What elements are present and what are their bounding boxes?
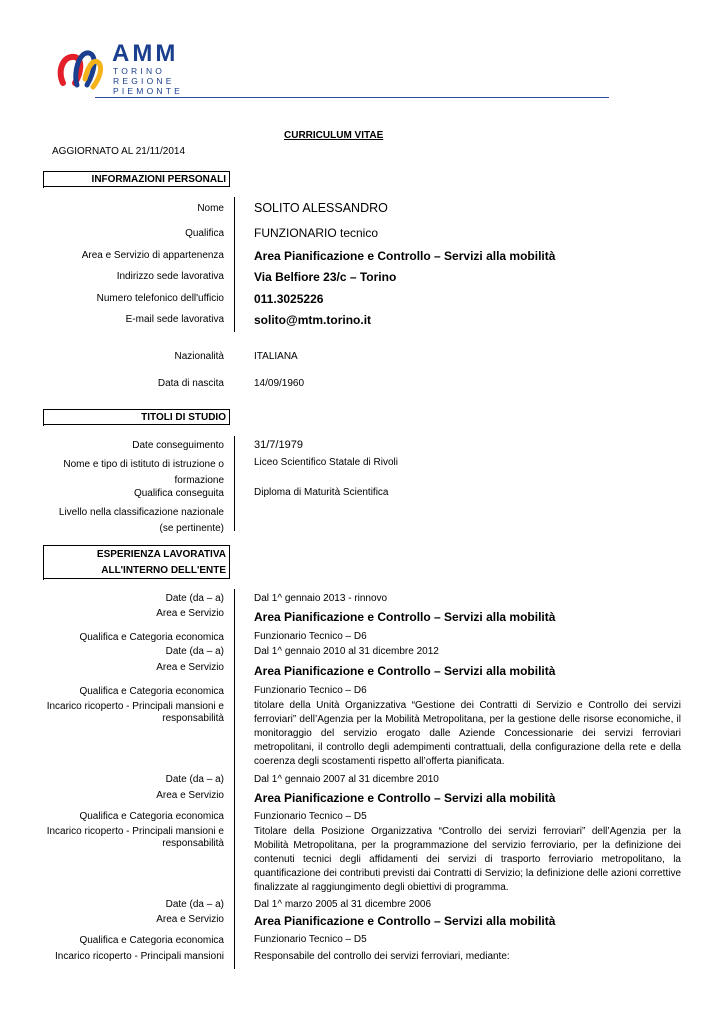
phone-value: 011.3025226 — [254, 292, 324, 306]
birthdate-value: 14/09/1960 — [254, 378, 305, 389]
qualifica-value: FUNZIONARIO tecnico — [254, 226, 379, 240]
divider-line — [234, 197, 235, 332]
study-level-label: Livello nella classificazione nazionale (se pertinente) — [58, 507, 224, 534]
exp4-cat-value: Funzionario Tecnico – D5 — [254, 934, 367, 945]
email-label: E-mail sede lavorativa — [125, 314, 224, 325]
section-experience: ESPERIENZA LAVORATIVA ALL'INTERNO DELL'ENTE — [44, 545, 230, 579]
exp1-date-value: Dal 1^ gennaio 2013 - rinnovo — [254, 593, 388, 604]
name-value: SOLITO ALESSANDRO — [254, 201, 388, 215]
exp2-cat-value: Funzionario Tecnico – D6 — [254, 685, 367, 696]
study-qualification-value: Diploma di Maturità Scientifica — [254, 487, 389, 498]
nationality-value: ITALIANA — [254, 351, 298, 362]
exp1-date-label: Date (da – a) — [165, 593, 224, 604]
study-institute-value: Liceo Scientifico Statale di Rivoli — [254, 457, 398, 468]
study-qualification-label: Qualifica conseguita — [133, 488, 224, 499]
exp4-area-value: Area Pianificazione e Controllo – Servizi alla mobilità — [254, 914, 556, 928]
exp1-cat-label: Qualifica e Categoria economica — [79, 632, 224, 643]
exp4-cat-label: Qualifica e Categoria economica — [79, 935, 224, 946]
nationality-label: Nazionalità — [174, 351, 224, 362]
exp4-area-label: Area e Servizio — [156, 914, 224, 925]
exp1-area-label: Area e Servizio — [156, 608, 224, 619]
exp4-inc-label: Incarico ricoperto - Principali mansioni — [55, 951, 224, 962]
section-studies: TITOLI DI STUDIO — [44, 409, 230, 425]
exp3-area-label: Area e Servizio — [156, 790, 224, 801]
brand-line-2: REGIONE — [113, 76, 175, 86]
exp1-cat-value: Funzionario Tecnico – D6 — [254, 631, 367, 642]
exp4-inc-value: Responsabile del controllo dei servizi ferroviari, mediante: — [254, 951, 510, 962]
study-date-value: 31/7/1979 — [254, 439, 303, 451]
phone-label: Numero telefonico dell'ufficio — [96, 293, 224, 304]
exp2-cat-label: Qualifica e Categoria economica — [79, 686, 224, 697]
exp3-cat-label: Qualifica e Categoria economica — [79, 811, 224, 822]
address-label: Indirizzo sede lavorativa — [116, 271, 224, 282]
exp3-date-value: Dal 1^ gennaio 2007 al 31 dicembre 2010 — [254, 774, 439, 785]
divider-line — [234, 589, 235, 969]
exp3-date-label: Date (da – a) — [165, 774, 224, 785]
updated-date: AGGIORNATO AL 21/11/2014 — [52, 146, 186, 157]
name-label: Nome — [197, 203, 224, 214]
email-value[interactable]: solito@mtm.torino.it — [254, 313, 372, 327]
exp2-inc-value: titolare della Unità Organizzativa “Gestione dei Contratti di Servizio e Controllo dei servizi ferroviari” dell’Agenzia per la Mobilità Metropolitana, per la gestione delle risorse economiche, il monitoraggio del servizio erogato dalle Aziende Concessionarie dei servizi ferroviari metropolitani, il controllo degli adempimenti contrattuali, della configurazione della rete e della coerenza degli scostamenti rispetto all’offerta pianificata. — [254, 700, 681, 767]
address-value: Via Belfiore 23/c – Torino — [254, 270, 397, 284]
area-label: Area e Servizio di appartenenza — [81, 250, 224, 261]
exp2-date-value: Dal 1^ gennaio 2010 al 31 dicembre 2012 — [254, 646, 439, 657]
exp3-inc-label: Incarico ricoperto - Principali mansioni e responsabilità — [46, 826, 224, 849]
birthdate-label: Data di nascita — [157, 378, 224, 389]
section-personal: INFORMAZIONI PERSONALI — [44, 171, 230, 187]
exp3-area-value: Area Pianificazione e Controllo – Servizi alla mobilità — [254, 791, 556, 805]
exp2-area-value: Area Pianificazione e Controllo – Servizi alla mobilità — [254, 664, 556, 678]
brand-line-1: TORINO — [113, 66, 166, 76]
exp3-inc-value: Titolare della Posizione Organizzativa “Controllo dei servizi ferroviari” dell’Agenzia per la Mobilità Metropolitana, per la programmazione del servizio ferroviario, per la definizione dei contenuti tecnici degli affidamenti dei servizi di trasporto ferroviario metropolitano, la quantificazione dei contributi previsti dai Contratti di Servizio; la definizione delle azioni correttive finalizzate al raggiungimento degli obiettivi di programma. — [254, 826, 681, 893]
study-date-label: Date conseguimento — [132, 440, 224, 451]
header-rule — [95, 97, 609, 98]
exp4-date-value: Dal 1^ marzo 2005 al 31 dicembre 2006 — [254, 899, 432, 910]
exp4-date-label: Date (da – a) — [165, 899, 224, 910]
brand-name: AMM — [112, 40, 179, 67]
document-title: CURRICULUM VITAE — [284, 130, 384, 141]
study-institute-label: Nome e tipo di istituto di istruzione o formazione — [63, 459, 224, 486]
exp3-cat-value: Funzionario Tecnico – D5 — [254, 811, 367, 822]
divider-line — [234, 436, 235, 531]
exp2-date-label: Date (da – a) — [165, 646, 224, 657]
exp2-area-label: Area e Servizio — [156, 662, 224, 673]
exp1-area-value: Area Pianificazione e Controllo – Servizi alla mobilità — [254, 610, 556, 624]
brand-line-3: PIEMONTE — [113, 86, 183, 96]
area-value: Area Pianificazione e Controllo – Servizi alla mobilità — [254, 249, 556, 263]
amm-logo-icon — [55, 43, 105, 95]
exp2-inc-label: Incarico ricoperto - Principali mansioni e responsabilità — [46, 701, 224, 724]
qualifica-label: Qualifica — [185, 228, 224, 239]
